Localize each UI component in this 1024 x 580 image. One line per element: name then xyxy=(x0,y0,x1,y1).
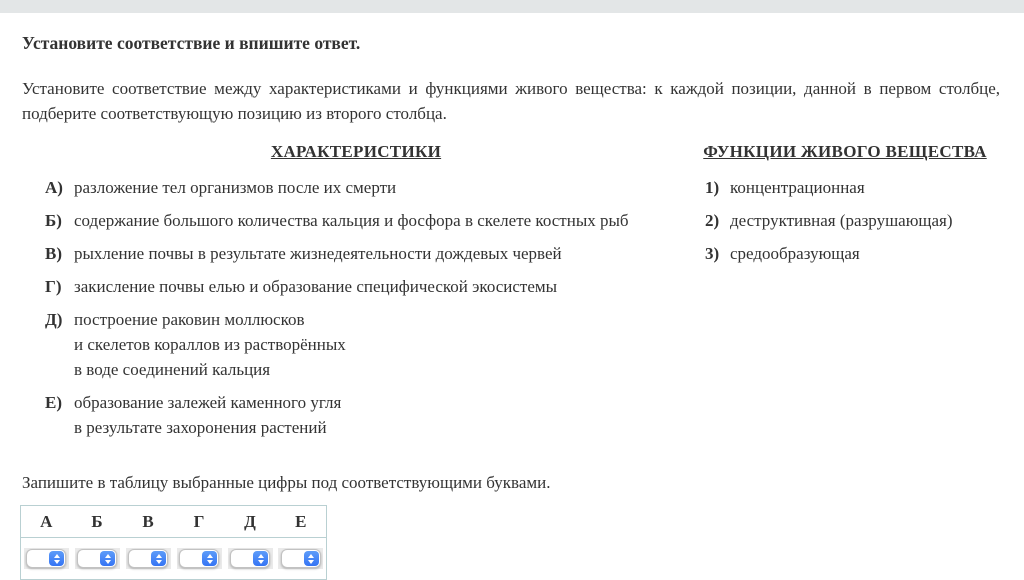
answer-select-a[interactable] xyxy=(26,549,66,568)
item-text: средообразующая xyxy=(730,244,860,263)
select-stepper-icon xyxy=(304,551,319,566)
item-label: 2) xyxy=(705,211,720,230)
item-label: В) xyxy=(45,244,62,263)
matching-columns xyxy=(22,141,1000,448)
item-text: рыхление почвы в результате жизнедеятельности дождевых червей xyxy=(74,244,562,263)
select-backdrop xyxy=(228,548,273,569)
item-text: содержание большого количества кальция и фосфора в скелете костных рыб xyxy=(74,211,629,230)
answer-header-d: Д xyxy=(244,511,256,531)
answer-select-e[interactable] xyxy=(281,549,321,568)
item-text xyxy=(74,307,690,382)
item-text-line: построение раковин моллюсков xyxy=(74,310,305,329)
item-text: деструктивная (разрушающая) xyxy=(730,211,953,230)
select-backdrop xyxy=(177,548,222,569)
answer-table-header-row xyxy=(21,506,327,538)
item-label: 1) xyxy=(705,178,720,197)
answer-cell-b xyxy=(72,538,123,580)
characteristics-list xyxy=(22,175,690,440)
answer-header-e: Е xyxy=(295,511,307,531)
list-item-1 xyxy=(690,175,1000,200)
item-label: Д) xyxy=(45,310,63,329)
list-item-d xyxy=(22,307,690,382)
answer-cell-a xyxy=(21,538,72,580)
item-text-line: образование залежей каменного угля xyxy=(74,393,342,412)
functions-column xyxy=(690,141,1000,448)
select-stepper-icon xyxy=(253,551,268,566)
answer-cell-e xyxy=(276,538,327,580)
top-bar xyxy=(0,0,1024,13)
answer-select-g[interactable] xyxy=(179,549,219,568)
answer-table xyxy=(20,505,327,580)
answer-header-a: А xyxy=(40,511,53,531)
answer-header-v: В xyxy=(142,511,154,531)
select-backdrop xyxy=(278,548,323,569)
item-label: Е) xyxy=(45,393,62,412)
item-label: Б) xyxy=(45,211,62,230)
answer-header-g: Г xyxy=(193,511,205,531)
task-instruction: Установите соответствие между характеристиками и функциями живого вещества: к каждой позиции, данной в первом столбце, подберите соответствующую позицию из второго столбца. xyxy=(22,79,1000,123)
answer-select-d[interactable] xyxy=(230,549,270,568)
select-backdrop xyxy=(24,548,69,569)
select-stepper-icon xyxy=(100,551,115,566)
answer-cell-d xyxy=(225,538,276,580)
select-backdrop xyxy=(75,548,120,569)
select-stepper-icon xyxy=(151,551,166,566)
item-text: разложение тел организмов после их смерти xyxy=(74,178,397,197)
select-stepper-icon xyxy=(49,551,64,566)
item-label: А) xyxy=(45,178,63,197)
characteristics-column xyxy=(22,141,690,448)
answer-select-b[interactable] xyxy=(77,549,117,568)
item-text xyxy=(74,390,690,440)
list-item-2 xyxy=(690,208,1000,233)
answer-cell-g xyxy=(174,538,225,580)
list-item-v xyxy=(22,241,690,266)
item-text-line: в результате захоронения растений xyxy=(74,418,327,437)
item-text-line: и скелетов кораллов из растворённых xyxy=(74,335,346,354)
list-item-e xyxy=(22,390,690,440)
item-label: 3) xyxy=(705,244,720,263)
task-content xyxy=(0,32,1024,580)
answer-instruction: Запишите в таблицу выбранные цифры под соответствующими буквами. xyxy=(22,473,551,492)
list-item-a xyxy=(22,175,690,200)
task-title: Установите соответствие и впишите ответ. xyxy=(22,33,361,53)
functions-header: ФУНКЦИИ ЖИВОГО ВЕЩЕСТВА xyxy=(703,142,987,161)
characteristics-header: ХАРАКТЕРИСТИКИ xyxy=(270,142,442,161)
item-text: закисление почвы елью и образование специфической экосистемы xyxy=(74,277,558,296)
select-backdrop xyxy=(126,548,171,569)
answer-cell-v xyxy=(123,538,174,580)
answer-select-v[interactable] xyxy=(128,549,168,568)
answer-table-select-row xyxy=(21,538,327,580)
list-item-3 xyxy=(690,241,1000,266)
answer-header-b: Б xyxy=(91,511,103,531)
item-label: Г) xyxy=(45,277,62,296)
select-stepper-icon xyxy=(202,551,217,566)
functions-list xyxy=(690,175,1000,266)
item-text-line: в воде соединений кальция xyxy=(74,360,271,379)
item-text: концентрационная xyxy=(730,178,865,197)
list-item-b xyxy=(22,208,690,233)
list-item-g xyxy=(22,274,690,299)
